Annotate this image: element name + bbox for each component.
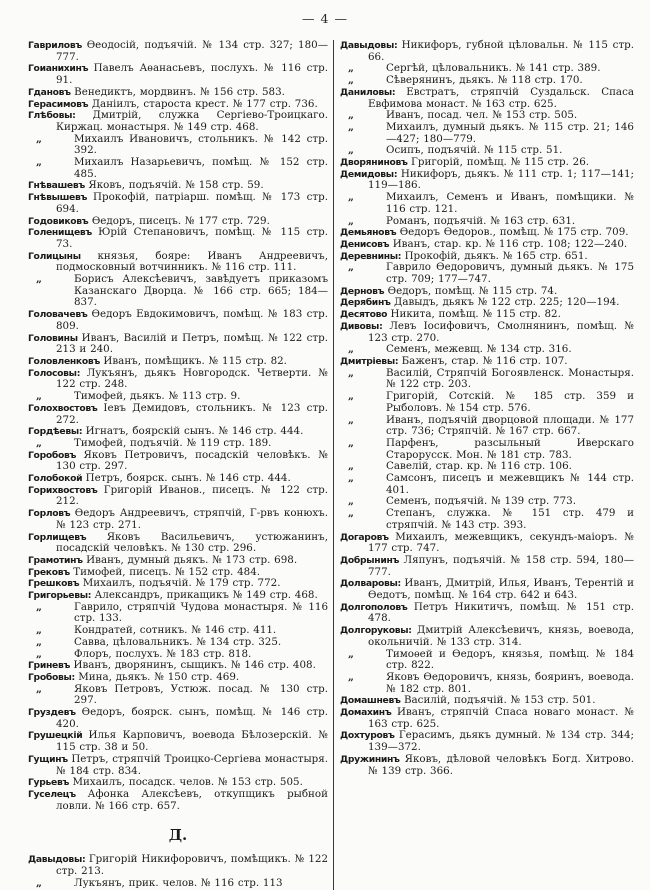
index-entry: [28, 754, 328, 777]
entry-surname: Грамотинъ: [28, 554, 87, 566]
index-entry: [28, 63, 328, 86]
entry-text: Дмитрій, служка Сергіево-Троицкаго. Киржац. монастыря. № 149 стр. 468.: [56, 109, 328, 133]
entry-text: Давыдъ, дьякъ № 122 стр. 225; 120—194.: [394, 296, 620, 309]
entry-text: Дмитрій Алексѣевичъ, князь, воевода, окольничій. № 133 стр. 314.: [368, 624, 635, 648]
ditto-mark: „: [36, 600, 42, 613]
entry-surname: Головачевъ: [28, 309, 92, 321]
left-column: [28, 40, 334, 890]
entry-surname: Дохтуровъ: [340, 730, 399, 742]
ditto-mark: „: [36, 635, 42, 648]
index-entry: [28, 854, 328, 877]
entry-text: Кондратей, сотникъ. № 146 стр. 411.: [74, 624, 277, 637]
entry-text: Прокофій, патріарш. помѣщ. № 173 стр. 694.: [56, 191, 328, 215]
two-column-layout: [28, 40, 634, 890]
ditto-mark: „: [348, 109, 354, 122]
entry-surname: Денисовъ: [340, 238, 393, 250]
entry-text: Михаилъ Назарьевичъ, помѣщ. № 152 стр. 485.: [74, 156, 328, 180]
index-entry: [28, 251, 328, 274]
entry-surname: Гоианихинъ: [28, 63, 94, 75]
entry-text: Савва, цѣловальникъ. № 134 стр. 325.: [74, 635, 282, 648]
entry-text: Лукъянъ, прик. челов. № 116 стр. 113: [74, 876, 283, 889]
entry-surname: Догаровъ: [340, 531, 396, 543]
index-entry: [340, 754, 634, 777]
ditto-mark: „: [348, 366, 354, 379]
entry-text: Петръ, боярск. сынъ. № 146 стр. 444.: [85, 472, 291, 485]
entry-surname: Долгополовъ: [340, 601, 414, 613]
entry-text: Никита, помѣщ. № 115 стр. 82.: [390, 308, 561, 321]
entry-surname: Добрынинъ: [340, 554, 404, 566]
index-entry-ditto: [340, 508, 634, 531]
entry-text: Степанъ, служка. № 151 стр. 479 и стряпчій. № 143 стр. 393.: [386, 507, 634, 531]
entry-text: Иванъ, стар. кр. № 116 стр. 108; 122—240.: [392, 237, 628, 250]
entry-text: Парфенъ, разсыльный Иверскаго Старорусск. Мон. № 181 стр. 783.: [386, 436, 634, 461]
entry-text: Мина, дьякъ. № 150 стр. 469.: [78, 670, 240, 683]
entry-text: Игнатъ, боярскій сынъ. № 146 стр. 444.: [85, 425, 304, 438]
index-entry-ditto: [28, 274, 328, 309]
right-column: [334, 40, 634, 890]
ditto-mark: „: [348, 670, 354, 683]
entry-text: Венедиктъ, мордвинъ. № 156 стр. 583.: [74, 85, 285, 98]
entry-text: Тимоѳей и Ѳедоръ, князья, помѣщ. № 184 стр. 822.: [386, 647, 634, 672]
entry-surname: Груздевъ: [28, 707, 82, 719]
entry-surname: Горобовъ: [28, 449, 84, 461]
ditto-mark: „: [36, 624, 42, 637]
index-entry: [28, 192, 328, 215]
entry-text: Михаилъ Ивановичъ, стольникъ. № 142 стр. 392.: [74, 132, 328, 157]
index-entry: [28, 532, 328, 555]
entry-surname: Дерновъ: [340, 285, 388, 297]
entry-surname: Давыдовы:: [28, 854, 89, 866]
entry-text: Василій, Стряпчій Богоявленск. Монастыря. № 122 стр. 203.: [386, 366, 634, 391]
ditto-mark: „: [36, 647, 42, 660]
entry-text: Илья Карповичъ, воевода Бѣлозерскій. № 115 стр. 38 и 50.: [56, 729, 328, 754]
index-entry: [340, 707, 634, 730]
entry-text: Яковъ, дѣловой человѣкъ Богд. Хитрово. № 139 стр. 366.: [368, 752, 634, 777]
ditto-mark: „: [348, 261, 354, 274]
index-entry-ditto: [28, 602, 328, 625]
entry-text: Григорій, Сотскій. № 185 стр. 359 и Рыболовъ. № 154 стр. 576.: [386, 390, 634, 414]
entry-text: Тимофей, дьякъ. № 113 стр. 9.: [74, 390, 241, 403]
entry-surname: Дивовы:: [340, 320, 390, 332]
entry-text: Михаилъ, посадск. челов. № 153 стр. 505.: [72, 776, 303, 789]
entry-surname: Горлищевъ: [28, 531, 107, 543]
index-entry-ditto: [340, 649, 634, 672]
entry-text: Ѳедоръ, помѣщ. № 115 стр. 74.: [387, 284, 558, 297]
entry-text: князья, бояре: Иванъ Андреевичъ, подмосковный вотчинникъ. № 116 стр. 111.: [56, 249, 329, 274]
entry-text: Ѳедоръ Ѳедоров., помѣщ. № 175 стр. 709.: [399, 226, 629, 239]
entry-surname: Голосовы:: [28, 367, 87, 379]
entry-text: Романъ, подъячій. № 163 стр. 631.: [386, 214, 576, 227]
index-entry-ditto: [28, 134, 328, 157]
index-entry: [340, 40, 634, 63]
index-entry-ditto: [340, 438, 634, 461]
entry-surname: Десятово: [340, 309, 391, 321]
index-entry: [28, 333, 328, 356]
entry-text: Петръ, стряпчій Троицко-Сергіева монастыря. № 184 стр. 834.: [56, 752, 328, 777]
entry-text: Иванъ, дворянинъ, сыщикъ. № 146 стр. 408.: [73, 659, 316, 672]
ditto-mark: „: [36, 682, 42, 695]
entry-text: Семенъ, межевщ. № 134 стр. 316.: [386, 343, 572, 356]
ditto-mark: „: [36, 156, 42, 169]
index-entry: [28, 485, 328, 508]
entry-text: Ѳедоръ, боярск. сынъ, помѣщ. № 146 стр. 420.: [56, 706, 328, 730]
entry-text: Михаилъ, межевщикъ, секундъ-маіоръ. № 177 стр. 747.: [368, 530, 634, 555]
entry-text: Иванъ, помѣщикъ. № 115 стр. 82.: [103, 354, 287, 367]
entry-text: Иванъ, подъячій дворцовой площади. № 177 стр. 736; Стряпчій. № 167 стр. 667.: [386, 413, 634, 438]
entry-surname: Грековъ: [28, 566, 74, 578]
entry-text: Сергѣй, цѣловальникъ. № 141 стр. 389.: [386, 62, 601, 75]
index-entry: [340, 169, 634, 192]
ditto-mark: „: [348, 390, 354, 403]
ditto-mark: „: [348, 74, 354, 87]
index-entry: [340, 602, 634, 625]
ditto-mark: „: [36, 436, 42, 449]
index-entry: [28, 450, 328, 473]
entry-text: Левъ Іосифовичъ, Смолнянинъ, помѣщ. № 123 стр. 270.: [368, 319, 634, 344]
entry-surname: Дворяниновъ: [340, 157, 412, 169]
ditto-mark: „: [36, 876, 42, 889]
entry-text: Никифоръ, дьякъ. № 111 стр. 1; 117—141; 119—186.: [368, 167, 634, 192]
entry-surname: Домахинъ: [340, 707, 398, 719]
ditto-mark: „: [348, 460, 354, 473]
entry-text: Никифоръ, губной цѣловальн. № 115 стр. 66.: [368, 39, 635, 63]
index-entry-ditto: [340, 262, 634, 285]
index-entry: [28, 730, 328, 753]
index-entry-ditto: [340, 415, 634, 438]
ditto-mark: „: [348, 62, 354, 75]
entry-surname: Гурьевъ: [28, 777, 73, 789]
entry-text: Самсонъ, писецъ и межевщикъ № 144 стр. 401.: [386, 472, 634, 496]
ditto-mark: „: [348, 647, 354, 660]
entry-text: Михаилъ, Семенъ и Иванъ, помѣщики. № 116 стр. 121.: [386, 191, 634, 215]
entry-text: Петръ Никитичъ, помѣщ. № 151 стр. 478.: [368, 600, 634, 625]
entry-text: Иванъ, думный дьякъ. № 173 стр. 698.: [86, 553, 298, 566]
entry-surname: Долваровы:: [340, 578, 405, 590]
entry-surname: Голицыны: [28, 250, 98, 262]
index-entry: [340, 87, 634, 110]
entry-text: Даніилъ, староста крест. № 177 стр. 736.: [91, 97, 318, 110]
ditto-mark: „: [348, 436, 354, 449]
entry-surname: Горихвостовъ: [28, 484, 104, 496]
page-number-header: — 4 —: [302, 11, 348, 26]
index-entry-ditto: [340, 672, 634, 695]
entry-text: Осипъ, подъячій. № 115 стр. 51.: [386, 144, 563, 157]
entry-surname: Грешковъ: [28, 578, 83, 590]
entry-text: Гаврило, стряпчій Чудова монастыря. № 116 стр. 133.: [74, 600, 328, 625]
entry-surname: Деревнины:: [340, 250, 405, 262]
entry-surname: Демидовы:: [340, 168, 401, 180]
index-entry: [340, 532, 634, 555]
entry-surname: Горловъ: [28, 508, 75, 520]
entry-text: Евстратъ, стряпчій Суздальск. Спаса Евфимова монаст. № 163 стр. 625.: [368, 85, 634, 110]
entry-text: Иванъ, Василій и Петръ, помѣщ. № 122 стр. 213 и 240.: [56, 331, 328, 356]
entry-surname: Головленковъ: [28, 355, 104, 367]
entry-text: Ѳедоръ Андреевичъ, стряпчій, Г-рвъ конюхъ. № 123 стр. 271.: [56, 507, 328, 531]
index-entry-ditto: [340, 368, 634, 391]
entry-text: Лукъянъ, дьякъ Новгородск. Четверти. № 122 стр. 248.: [56, 366, 328, 391]
entry-surname: Дмитріевы:: [340, 355, 402, 367]
entry-text: Григорій Никифоровичъ, помѣщикъ. № 122 стр. 213.: [56, 853, 329, 878]
entry-text: Семенъ, подъячій. № 139 стр. 773.: [386, 495, 576, 508]
entry-text: Иванъ, Дмитрій, Илья, Иванъ, Терентій и Ѳедотъ, помѣщ. № 164 стр. 642 и 643.: [368, 577, 635, 602]
entry-surname: Гуселецъ: [28, 789, 88, 800]
entry-text: Михаилъ, подъячій. № 179 стр. 772.: [82, 577, 281, 590]
entry-surname: Григорьевы:: [28, 590, 95, 602]
entry-text: Тимофей, подъячій. № 119 стр. 189.: [74, 436, 272, 449]
entry-surname: Герасимовъ: [28, 98, 92, 110]
entry-surname: Дерябинъ: [340, 297, 394, 309]
entry-surname: Гдановъ: [28, 86, 75, 98]
index-entry: [28, 508, 328, 531]
entry-text: Василій, подъячій. № 153 стр. 501.: [403, 694, 596, 707]
ditto-mark: „: [36, 273, 42, 286]
index-entry: [28, 789, 328, 812]
entry-surname: Гущинъ: [28, 753, 72, 765]
entry-surname: Голохвостовъ: [28, 402, 104, 414]
index-entry-ditto: [28, 878, 328, 890]
index-entry-ditto: [340, 391, 634, 414]
entry-text: Ѳеодосій, подъячій. № 134 стр. 327; 180—777.: [56, 39, 329, 63]
entry-text: Юрій Степановичъ, помѣщ. № 115 стр. 73.: [56, 226, 328, 250]
index-entry: [340, 321, 634, 344]
entry-surname: Годовиковъ: [28, 215, 92, 227]
entry-surname: Гриневъ: [28, 660, 74, 672]
entry-surname: Гавриловъ: [28, 40, 87, 51]
entry-surname: Голенищевъ: [28, 227, 99, 239]
entry-text: Ѳедоръ Евдокимовичъ, помѣщ. № 183 стр. 809.: [56, 308, 328, 332]
entry-surname: Демьяновъ: [340, 227, 400, 239]
index-entry: [28, 368, 328, 391]
ditto-mark: „: [348, 495, 354, 508]
entry-surname: Гробовы:: [28, 671, 79, 683]
section-letter-heading: Д.: [168, 826, 188, 845]
entry-text: Борисъ Алексѣевичъ, завѣдуетъ приказомъ Казанскаго Дворца. № 166 стр. 665; 184—837.: [74, 273, 328, 309]
entry-text: Ѳедоръ, писецъ. № 177 стр. 729.: [91, 214, 270, 227]
entry-surname: Домашневъ: [340, 695, 404, 707]
entry-surname: Давыдовы:: [340, 40, 402, 51]
index-entry: [28, 110, 328, 133]
ditto-mark: „: [348, 120, 354, 133]
entry-text: Александръ, прикащикъ № 149 стр. 468.: [94, 589, 318, 602]
entry-text: Павелъ Аѳанасьевъ, послухъ. № 116 стр. 91.: [56, 62, 328, 87]
index-entry-ditto: [28, 684, 328, 707]
index-entry: [340, 625, 634, 648]
index-entry-ditto: [28, 157, 328, 180]
ditto-mark: „: [36, 390, 42, 403]
entry-surname: Глѣбовы:: [28, 110, 93, 122]
index-entry: [340, 555, 634, 578]
entry-text: Яковъ Васильевичъ, устюжанинъ, посадскій человѣкъ. № 130 стр. 296.: [56, 530, 328, 555]
ditto-mark: „: [348, 343, 354, 356]
ditto-mark: „: [348, 144, 354, 157]
index-entry: [28, 707, 328, 730]
entry-surname: Гнѣвышевъ: [28, 192, 94, 204]
entry-surname: Даниловы:: [340, 86, 407, 98]
entry-surname: Дружининъ: [340, 753, 405, 765]
entry-text: Иванъ, стряпчій Спаса новаго монаст. № 163 стр. 625.: [368, 706, 634, 730]
ditto-mark: „: [348, 191, 354, 204]
entry-surname: Долгоруковы:: [340, 625, 417, 637]
index-entry-ditto: [340, 122, 634, 145]
entry-text: Баженъ, стар. № 116 стр. 107.: [401, 354, 568, 367]
entry-text: Сѣверянинъ, дьякъ. № 118 стр. 170.: [386, 74, 583, 87]
entry-text: Михаилъ, думный дьякъ. № 115 стр. 21; 146—427; 180—779.: [386, 120, 634, 145]
index-entry: [340, 578, 634, 601]
entry-text: Яковъ Петровъ, Устюж. посад. № 130 стр. 297.: [74, 682, 328, 707]
entry-text: Савелій, стар. кр. № 116 стр. 106.: [386, 460, 572, 473]
entry-surname: Гнѣвашевъ: [28, 180, 89, 192]
entry-text: Гаврило Ѳедоровичъ, думный дьякъ. № 175 стр. 709; 177—747.: [386, 261, 634, 286]
index-entry: [340, 730, 634, 753]
index-entry-ditto: [340, 473, 634, 496]
ditto-mark: „: [348, 507, 354, 520]
entry-text: Герасимъ, дьякъ думный. № 134 стр. 344; 139—372.: [368, 729, 635, 754]
entry-text: Григорій, помѣщ. № 115 стр. 26.: [411, 156, 590, 169]
entry-surname: Грушецкій: [28, 730, 89, 742]
entry-text: Прокофій, дьякъ. № 165 стр. 651.: [404, 249, 588, 262]
entry-text: Григорій Иванов., писецъ. № 122 стр. 212.: [56, 483, 328, 508]
index-entry: [28, 227, 328, 250]
ditto-mark: „: [348, 472, 354, 485]
entry-text: Яковъ Ѳедоровичъ, князь, бояринъ, воевода. № 182 стр. 801.: [386, 670, 634, 695]
entry-surname: Головины: [28, 332, 82, 344]
entry-text: Іевъ Демидовъ, стольникъ. № 123 стр. 272.: [56, 401, 329, 426]
entry-text: Яковъ Петровичъ, посадскій человѣкъ. № 130 стр. 297.: [56, 448, 329, 473]
index-entry: [28, 309, 328, 332]
ditto-mark: „: [36, 132, 42, 145]
entry-text: Яковъ, подъячій. № 158 стр. 59.: [88, 179, 264, 192]
index-entry: [28, 403, 328, 426]
entry-text: Тимофей, писецъ. № 152 стр. 484.: [73, 565, 261, 578]
entry-text: Иванъ, посад. чел. № 153 стр. 505.: [386, 109, 578, 122]
entry-text: Ляпунъ, подъячій. № 158 стр. 594, 180—777.: [368, 553, 635, 578]
entry-surname: Голобокой: [28, 473, 86, 485]
entry-surname: Гордѣевы:: [28, 426, 86, 438]
entry-text: Флоръ, послухъ. № 183 стр. 818.: [74, 647, 252, 660]
index-entry: [28, 40, 328, 63]
entry-text: Афонка Алексѣевъ, откупщикъ рыбной ловли. № 166 стр. 657.: [56, 788, 328, 812]
ditto-mark: „: [348, 214, 354, 227]
ditto-mark: „: [348, 413, 354, 426]
index-entry-ditto: [340, 192, 634, 215]
